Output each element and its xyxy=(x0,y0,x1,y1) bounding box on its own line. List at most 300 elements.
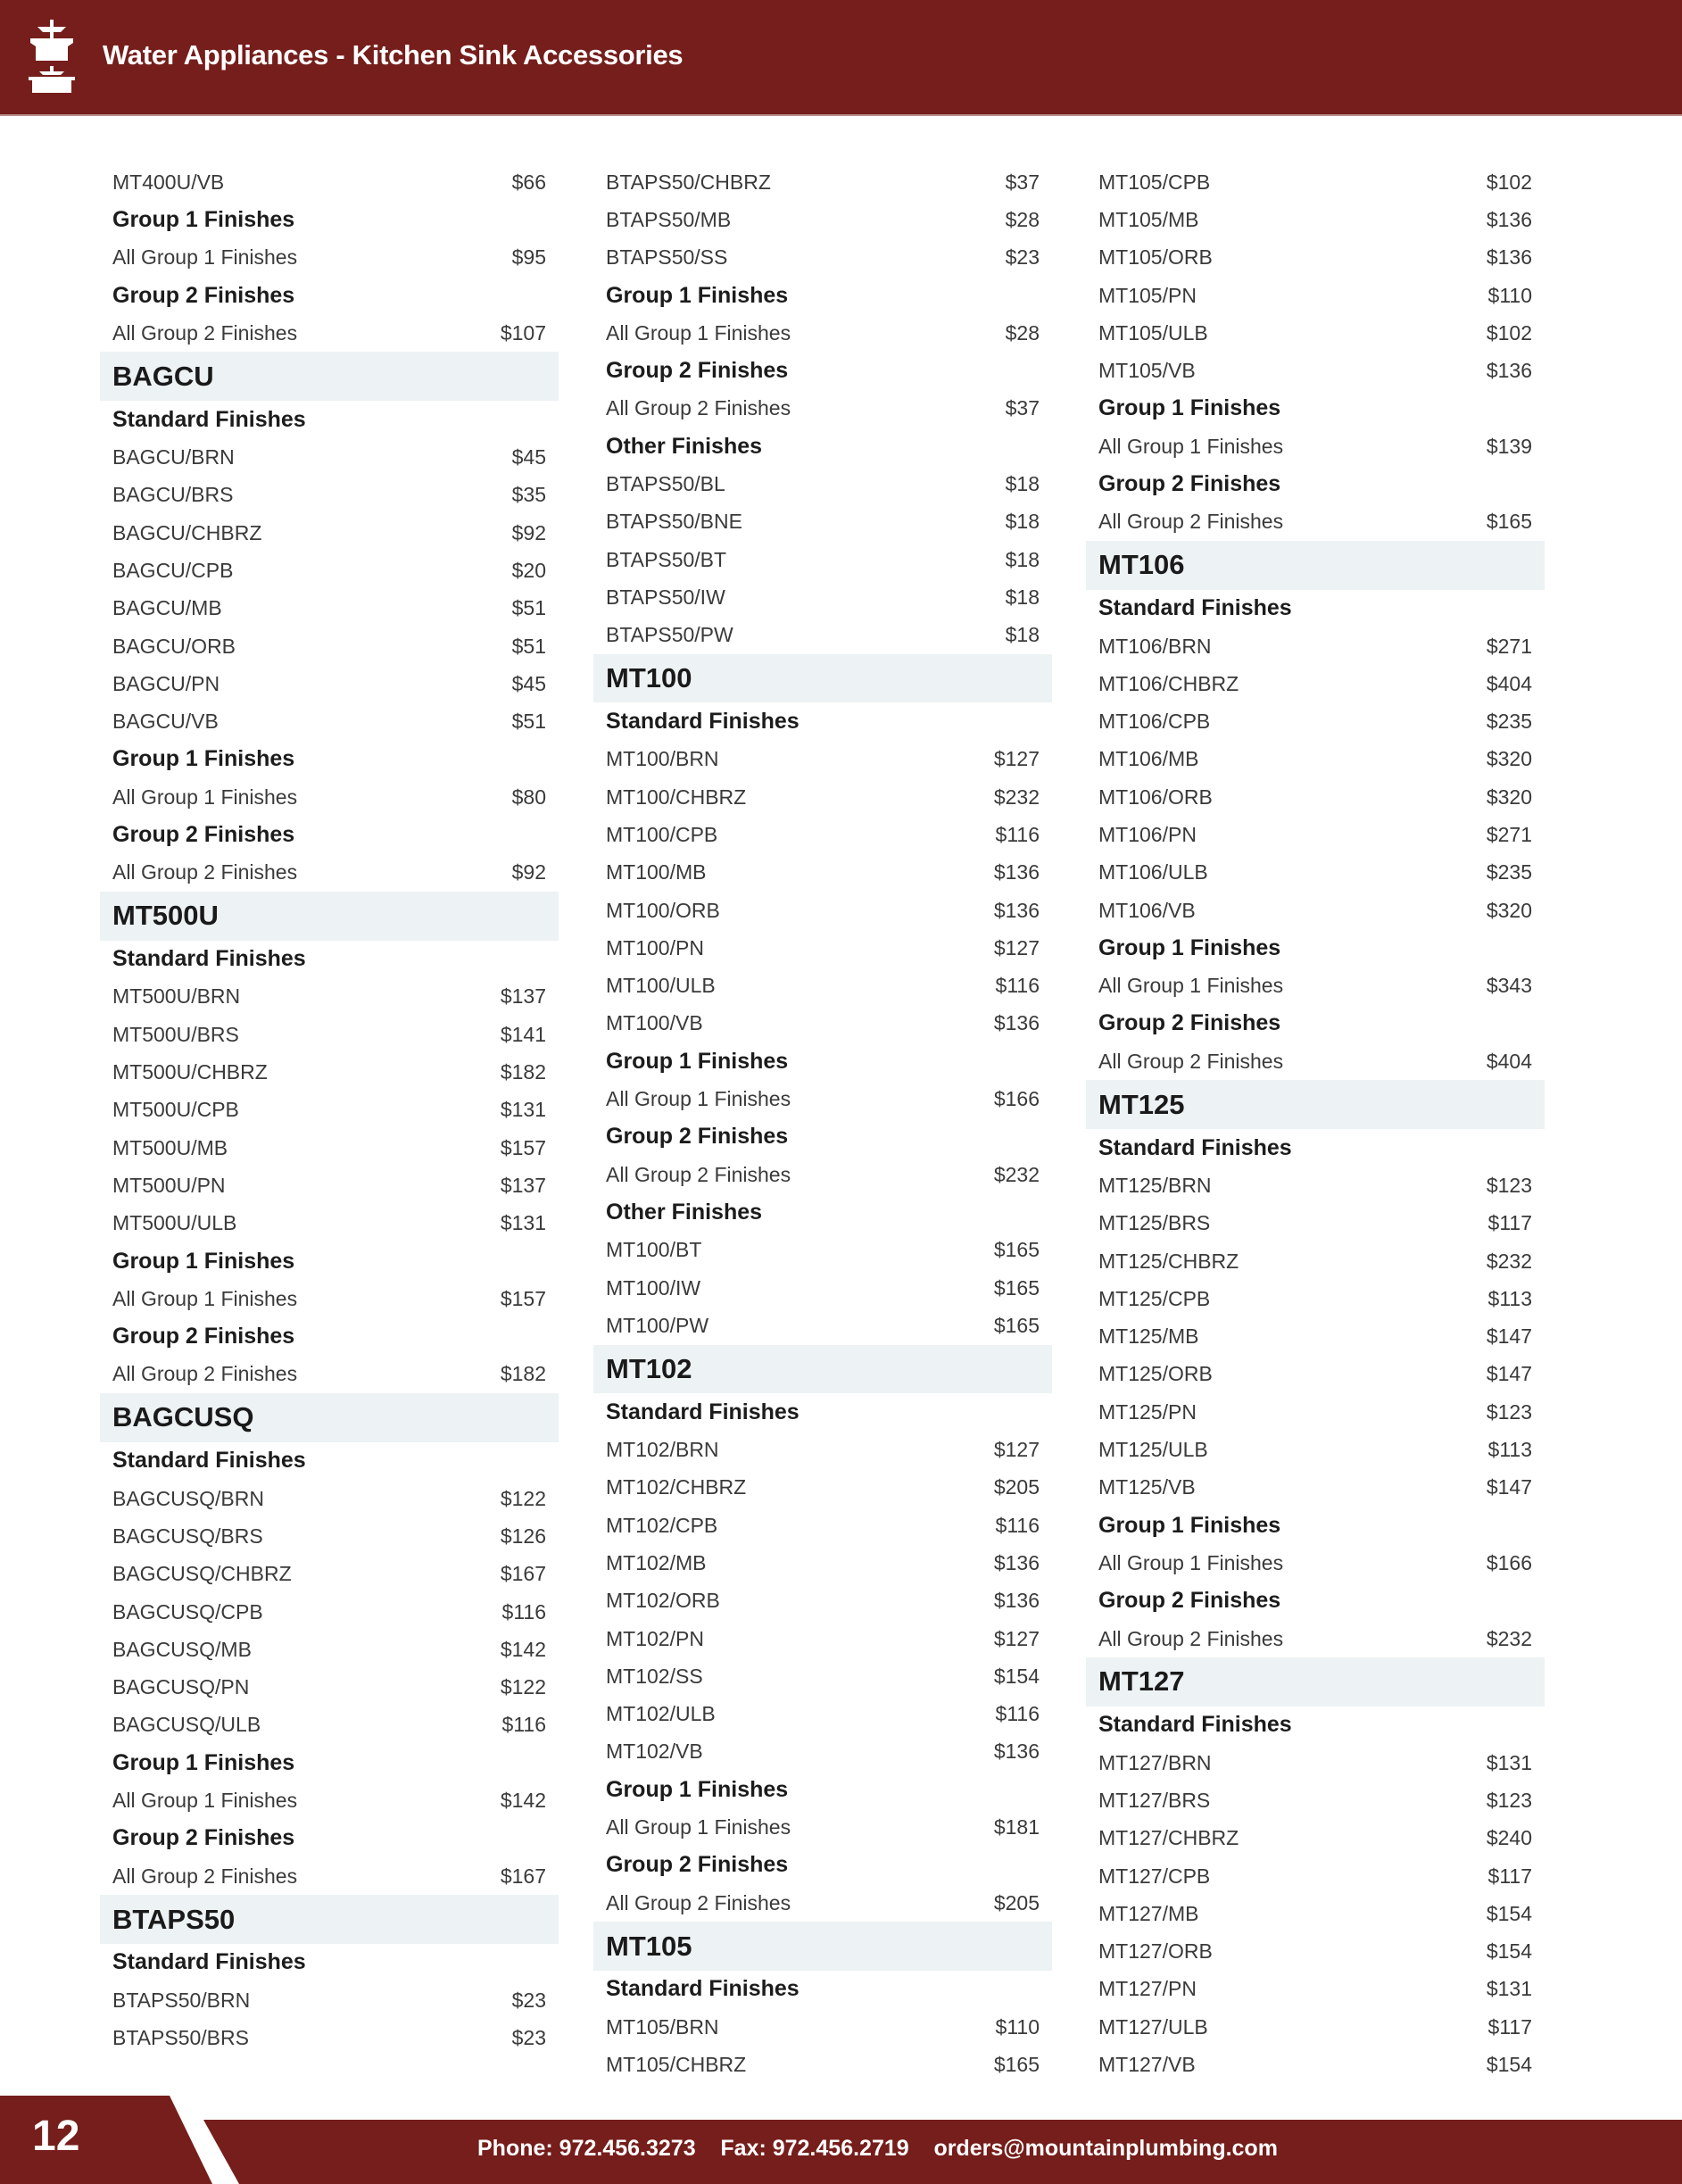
price-row xyxy=(100,1556,559,1593)
finish-group-heading: Group 1 Finishes xyxy=(112,1749,295,1775)
product-price: $136 xyxy=(993,1011,1040,1035)
price-row xyxy=(100,2019,559,2056)
product-price: $51 xyxy=(511,596,546,620)
price-row xyxy=(593,1695,1052,1732)
product-price: $35 xyxy=(511,483,546,507)
product-code: MT106/CHBRZ xyxy=(1098,671,1239,695)
product-section-heading: BAGCU xyxy=(100,352,559,401)
finish-group-heading: Group 1 Finishes xyxy=(606,282,789,308)
price-row xyxy=(593,1469,1052,1507)
product-code: BTAPS50/BL xyxy=(606,472,725,496)
product-code: MT100/CPB xyxy=(606,822,718,846)
product-code: BAGCUSQ/ULB xyxy=(112,1713,261,1737)
finish-group-heading: Group 1 Finishes xyxy=(1098,934,1281,960)
product-code: MT125/MB xyxy=(1098,1325,1199,1349)
product-price: $404 xyxy=(1486,1049,1532,1073)
product-code: BTAPS50/BNE xyxy=(606,510,742,534)
product-price: $18 xyxy=(1005,510,1040,534)
price-row xyxy=(100,552,559,589)
product-price: $116 xyxy=(995,1513,1040,1537)
product-code: MT125/ULB xyxy=(1098,1438,1208,1462)
finish-group-heading: Group 2 Finishes xyxy=(1098,1010,1281,1036)
product-code: MT500U/PN xyxy=(112,1173,226,1197)
product-price: $165 xyxy=(993,1275,1040,1300)
product-price: $127 xyxy=(993,747,1040,771)
finish-group-heading: Standard Finishes xyxy=(112,1448,306,1474)
price-row xyxy=(593,1544,1052,1582)
product-price: $45 xyxy=(511,445,546,469)
product-price: $142 xyxy=(500,1637,546,1661)
product-price: $167 xyxy=(500,1864,546,1888)
product-price: $102 xyxy=(1486,320,1532,345)
page-header xyxy=(0,0,1682,116)
product-price: $232 xyxy=(1486,1249,1532,1273)
product-price: $147 xyxy=(1486,1362,1532,1386)
product-code: BAGCU/BRN xyxy=(112,445,235,469)
product-code: BTAPS50/BRS xyxy=(112,2026,249,2050)
product-price: $23 xyxy=(1005,245,1040,270)
price-row xyxy=(1086,892,1545,929)
product-price: $240 xyxy=(1486,1826,1532,1850)
product-section-heading: MT127 xyxy=(1086,1657,1545,1707)
product-code: MT105/VB xyxy=(1098,359,1196,383)
product-code: All Group 1 Finishes xyxy=(606,1087,791,1111)
product-price: $154 xyxy=(1486,1901,1532,1925)
product-code: MT127/MB xyxy=(1098,1901,1199,1925)
product-code: BAGCU/ORB xyxy=(112,634,236,658)
product-section-heading: MT100 xyxy=(593,654,1052,703)
product-price: $157 xyxy=(500,1135,546,1159)
product-code: MT127/VB xyxy=(1098,2053,1196,2077)
product-code: All Group 1 Finishes xyxy=(112,1286,298,1310)
price-row xyxy=(593,2008,1052,2046)
price-row xyxy=(1086,352,1545,389)
sink-appliance-icon xyxy=(27,20,77,95)
price-row xyxy=(593,2046,1052,2083)
price-row xyxy=(593,1232,1052,1269)
finish-group-heading: Other Finishes xyxy=(606,433,763,459)
product-price: $45 xyxy=(511,671,546,695)
price-row xyxy=(593,854,1052,892)
product-code: MT100/IW xyxy=(606,1275,701,1300)
product-price: $165 xyxy=(993,1313,1040,1337)
price-row xyxy=(1086,277,1545,314)
page-title: Water Appliances - Kitchen Sink Accessories xyxy=(103,39,684,71)
price-row xyxy=(593,1657,1052,1695)
product-price: $154 xyxy=(1486,1939,1532,1964)
product-price: $28 xyxy=(1005,207,1040,231)
finish-group-heading: Group 2 Finishes xyxy=(606,1124,789,1150)
price-row xyxy=(593,1005,1052,1042)
price-row xyxy=(1086,627,1545,665)
finish-group-heading: Standard Finishes xyxy=(112,406,306,432)
product-price: $232 xyxy=(993,1162,1040,1186)
price-row xyxy=(100,1280,559,1317)
finish-group-heading: Standard Finishes xyxy=(606,1976,800,2002)
price-row xyxy=(1086,1933,1545,1971)
product-section-heading: MT500U xyxy=(100,892,559,941)
product-code: MT127/ORB xyxy=(1098,1939,1213,1964)
product-price: $116 xyxy=(995,1702,1040,1726)
price-row xyxy=(100,1053,559,1091)
product-price: $182 xyxy=(500,1060,546,1084)
product-code: MT100/MB xyxy=(606,860,707,884)
price-row xyxy=(1086,201,1545,238)
finish-group-heading: Standard Finishes xyxy=(1098,1134,1292,1160)
product-code: All Group 2 Finishes xyxy=(112,1864,298,1888)
product-price: $137 xyxy=(500,1173,546,1197)
product-price: $116 xyxy=(501,1713,546,1737)
product-code: MT102/CPB xyxy=(606,1513,718,1537)
price-row xyxy=(100,1707,559,1744)
product-code: BAGCU/BRS xyxy=(112,483,234,507)
product-code: MT500U/BRN xyxy=(112,984,241,1009)
price-row xyxy=(1086,2046,1545,2083)
price-row xyxy=(100,163,559,201)
product-code: MT106/CPB xyxy=(1098,710,1211,734)
product-code: BAGCUSQ/MB xyxy=(112,1637,252,1661)
product-price: $232 xyxy=(993,785,1040,809)
product-price: $116 xyxy=(995,822,1040,846)
price-row xyxy=(1086,967,1545,1005)
product-code: BAGCU/VB xyxy=(112,710,219,734)
product-code: MT102/CHBRZ xyxy=(606,1475,747,1499)
price-row xyxy=(1086,1393,1545,1431)
product-price: $136 xyxy=(1486,245,1532,270)
page-number: 12 xyxy=(32,2113,80,2160)
price-row xyxy=(100,1593,559,1631)
product-code: MT100/PN xyxy=(606,935,704,959)
price-row xyxy=(100,702,559,740)
product-price: $37 xyxy=(1005,396,1040,420)
product-code: All Group 2 Finishes xyxy=(112,320,298,345)
product-code: MT125/ORB xyxy=(1098,1362,1213,1386)
product-price: $116 xyxy=(995,974,1040,998)
price-row xyxy=(100,854,559,892)
product-price: $147 xyxy=(1486,1475,1532,1499)
product-price: $142 xyxy=(500,1789,546,1812)
product-code: MT500U/ULB xyxy=(112,1211,237,1235)
product-price: $18 xyxy=(1005,623,1040,647)
footer-contact: Phone: 972.456.3273 Fax: 972.456.2719 orders@mountainplumbing.com xyxy=(477,2136,1278,2161)
price-row xyxy=(1086,1544,1545,1582)
product-price: $136 xyxy=(1486,359,1532,383)
product-code: MT125/PN xyxy=(1098,1399,1197,1424)
finish-group-heading: Group 2 Finishes xyxy=(112,821,295,847)
product-code: MT105/CPB xyxy=(1098,170,1211,194)
price-row xyxy=(100,239,559,277)
product-code: MT125/CHBRZ xyxy=(1098,1249,1239,1273)
product-code: MT127/ULB xyxy=(1098,2014,1208,2039)
price-row xyxy=(1086,1857,1545,1895)
product-code: BAGCUSQ/BRN xyxy=(112,1486,264,1510)
price-row xyxy=(100,627,559,665)
product-price: $51 xyxy=(511,710,546,734)
product-price: $166 xyxy=(1486,1550,1532,1574)
price-row xyxy=(1086,163,1545,201)
price-row xyxy=(1086,1242,1545,1280)
product-code: MT106/PN xyxy=(1098,822,1197,846)
product-code: All Group 2 Finishes xyxy=(112,860,298,884)
product-code: All Group 1 Finishes xyxy=(112,1789,298,1812)
price-row xyxy=(593,1620,1052,1657)
product-code: MT105/BRN xyxy=(606,2014,719,2039)
product-code: MT102/ORB xyxy=(606,1589,720,1613)
product-price: $92 xyxy=(511,860,546,884)
price-row xyxy=(1086,2008,1545,2046)
price-row xyxy=(593,163,1052,201)
price-column-3 xyxy=(1086,163,1545,2084)
finish-group-heading: Standard Finishes xyxy=(112,946,306,972)
product-code: MT106/ORB xyxy=(1098,785,1213,809)
price-row xyxy=(100,314,559,352)
product-price: $117 xyxy=(1487,1211,1532,1235)
price-row xyxy=(593,929,1052,967)
product-price: $126 xyxy=(500,1524,546,1548)
price-row xyxy=(593,741,1052,778)
product-price: $18 xyxy=(1005,585,1040,609)
price-row xyxy=(593,1808,1052,1846)
product-code: MT105/ORB xyxy=(1098,245,1213,270)
product-code: BTAPS50/BRN xyxy=(112,1988,251,2012)
product-code: All Group 1 Finishes xyxy=(1098,1550,1284,1574)
product-code: All Group 1 Finishes xyxy=(112,785,298,809)
finish-group-heading: Standard Finishes xyxy=(606,1399,800,1424)
product-code: BTAPS50/BT xyxy=(606,547,727,571)
price-row xyxy=(593,390,1052,428)
product-price: $131 xyxy=(500,1211,546,1235)
product-section-heading: MT102 xyxy=(593,1345,1052,1394)
price-row xyxy=(100,438,559,476)
price-row xyxy=(593,1507,1052,1544)
product-price: $127 xyxy=(993,1626,1040,1650)
product-price: $117 xyxy=(1487,2014,1532,2039)
product-price: $235 xyxy=(1486,860,1532,884)
price-row xyxy=(100,514,559,552)
price-row xyxy=(1086,1205,1545,1242)
product-price: $157 xyxy=(500,1286,546,1310)
product-price: $165 xyxy=(1486,510,1532,534)
product-price: $66 xyxy=(511,170,546,194)
price-row xyxy=(593,578,1052,616)
product-price: $131 xyxy=(1486,1750,1532,1774)
product-code: MT102/VB xyxy=(606,1740,703,1764)
price-column-1 xyxy=(100,163,559,2057)
product-code: BAGCUSQ/BRS xyxy=(112,1524,263,1548)
product-price: $320 xyxy=(1486,785,1532,809)
product-price: $271 xyxy=(1486,822,1532,846)
product-code: MT105/CHBRZ xyxy=(606,2053,747,2077)
product-price: $136 xyxy=(993,1740,1040,1764)
product-price: $147 xyxy=(1486,1325,1532,1349)
price-row xyxy=(1086,1971,1545,2008)
product-code: MT106/ULB xyxy=(1098,860,1208,884)
product-code: MT102/MB xyxy=(606,1550,707,1574)
price-row xyxy=(593,967,1052,1005)
product-section-heading: BTAPS50 xyxy=(100,1895,559,1944)
product-code: MT400U/VB xyxy=(112,170,225,194)
product-price: $116 xyxy=(501,1599,546,1623)
product-price: $28 xyxy=(1005,320,1040,345)
price-row xyxy=(1086,1620,1545,1657)
product-code: All Group 2 Finishes xyxy=(1098,1626,1284,1650)
product-code: All Group 2 Finishes xyxy=(1098,1049,1284,1073)
product-code: MT125/BRN xyxy=(1098,1173,1212,1197)
product-price: $127 xyxy=(993,1438,1040,1462)
product-code: BTAPS50/MB xyxy=(606,207,732,231)
price-column-2 xyxy=(593,163,1052,2084)
finish-group-heading: Standard Finishes xyxy=(112,1949,306,1975)
price-row xyxy=(100,590,559,627)
product-section-heading: MT105 xyxy=(593,1922,1052,1971)
price-row xyxy=(1086,1820,1545,1857)
price-row xyxy=(100,1981,559,2019)
price-row xyxy=(1086,741,1545,778)
price-row xyxy=(593,314,1052,352)
product-price: $139 xyxy=(1486,434,1532,458)
price-row xyxy=(1086,1356,1545,1393)
price-row xyxy=(593,1156,1052,1193)
product-price: $343 xyxy=(1486,974,1532,998)
price-row xyxy=(1086,1895,1545,1932)
finish-group-heading: Group 2 Finishes xyxy=(1098,1588,1281,1614)
product-code: MT127/CHBRZ xyxy=(1098,1826,1239,1850)
price-row xyxy=(100,1517,559,1555)
product-code: MT125/BRS xyxy=(1098,1211,1211,1235)
price-row xyxy=(593,816,1052,853)
price-row xyxy=(100,477,559,514)
finish-group-heading: Group 1 Finishes xyxy=(1098,395,1281,421)
price-row xyxy=(1086,702,1545,740)
price-row xyxy=(100,778,559,816)
product-code: MT102/SS xyxy=(606,1664,703,1688)
product-price: $141 xyxy=(500,1022,546,1046)
price-row xyxy=(593,1307,1052,1344)
finish-group-heading: Group 2 Finishes xyxy=(112,1324,295,1349)
product-price: $95 xyxy=(511,245,546,270)
product-price: $18 xyxy=(1005,472,1040,496)
product-price: $18 xyxy=(1005,547,1040,571)
product-price: $182 xyxy=(500,1362,546,1386)
price-row xyxy=(593,1080,1052,1117)
product-code: All Group 2 Finishes xyxy=(112,1362,298,1386)
product-section-heading: MT106 xyxy=(1086,541,1545,590)
product-code: BAGCUSQ/CPB xyxy=(112,1599,263,1623)
product-code: MT127/CPB xyxy=(1098,1864,1211,1888)
price-row xyxy=(593,617,1052,654)
product-code: BAGCUSQ/PN xyxy=(112,1675,250,1699)
product-code: MT100/VB xyxy=(606,1011,703,1035)
product-price: $136 xyxy=(1486,207,1532,231)
product-code: BTAPS50/SS xyxy=(606,245,728,270)
price-row xyxy=(1086,1744,1545,1781)
product-price: $110 xyxy=(995,2014,1040,2039)
product-code: MT105/MB xyxy=(1098,207,1199,231)
product-code: MT100/ORB xyxy=(606,898,720,922)
product-code: BAGCU/CHBRZ xyxy=(112,520,262,544)
price-row xyxy=(1086,778,1545,816)
finish-group-heading: Standard Finishes xyxy=(1098,595,1292,621)
product-code: MT102/ULB xyxy=(606,1702,716,1726)
finish-group-heading: Group 1 Finishes xyxy=(606,1776,789,1802)
product-code: All Group 2 Finishes xyxy=(1098,510,1284,534)
price-row xyxy=(100,1857,559,1895)
product-price: $320 xyxy=(1486,747,1532,771)
product-price: $113 xyxy=(1487,1286,1532,1310)
product-price: $110 xyxy=(1487,283,1532,307)
product-price: $232 xyxy=(1486,1626,1532,1650)
product-price: $136 xyxy=(993,860,1040,884)
product-price: $136 xyxy=(993,1550,1040,1574)
price-row xyxy=(1086,428,1545,465)
product-code: MT127/PN xyxy=(1098,1977,1197,2001)
product-price: $127 xyxy=(993,935,1040,959)
product-price: $165 xyxy=(993,2053,1040,2077)
price-row xyxy=(100,1631,559,1668)
product-code: BAGCU/CPB xyxy=(112,558,234,582)
product-price: $117 xyxy=(1487,1864,1532,1888)
product-price: $102 xyxy=(1486,170,1532,194)
finish-group-heading: Group 1 Finishes xyxy=(606,1048,789,1074)
product-price: $20 xyxy=(511,558,546,582)
product-price: $23 xyxy=(511,1988,546,2012)
price-row xyxy=(1086,1431,1545,1468)
product-code: All Group 2 Finishes xyxy=(606,1890,791,1914)
product-price: $154 xyxy=(1486,2053,1532,2077)
price-row xyxy=(100,1480,559,1517)
product-code: MT127/BRS xyxy=(1098,1789,1211,1812)
product-price: $113 xyxy=(1487,1438,1532,1462)
price-row xyxy=(593,503,1052,541)
price-row xyxy=(1086,665,1545,702)
product-price: $271 xyxy=(1486,634,1532,658)
finish-group-heading: Standard Finishes xyxy=(606,709,800,735)
product-price: $205 xyxy=(993,1890,1040,1914)
price-row xyxy=(100,1167,559,1204)
product-code: MT500U/MB xyxy=(112,1135,228,1159)
product-price: $320 xyxy=(1486,898,1532,922)
price-row xyxy=(593,239,1052,277)
price-row xyxy=(1086,503,1545,541)
product-price: $123 xyxy=(1486,1789,1532,1812)
price-row xyxy=(100,1781,559,1819)
finish-group-heading: Group 2 Finishes xyxy=(112,282,295,308)
product-price: $131 xyxy=(500,1098,546,1122)
price-row xyxy=(100,1668,559,1706)
product-code: BAGCUSQ/CHBRZ xyxy=(112,1562,292,1586)
product-price: $122 xyxy=(500,1486,546,1510)
product-price: $136 xyxy=(993,898,1040,922)
product-price: $165 xyxy=(993,1238,1040,1262)
price-row xyxy=(100,978,559,1016)
product-price: $131 xyxy=(1486,1977,1532,2001)
product-price: $122 xyxy=(500,1675,546,1699)
finish-group-heading: Group 2 Finishes xyxy=(1098,471,1281,497)
product-code: MT100/ULB xyxy=(606,974,716,998)
price-row xyxy=(593,778,1052,816)
price-row xyxy=(100,1016,559,1053)
product-price: $92 xyxy=(511,520,546,544)
finish-group-heading: Standard Finishes xyxy=(1098,1712,1292,1738)
product-code: MT105/PN xyxy=(1098,283,1197,307)
price-row xyxy=(593,1884,1052,1922)
price-row xyxy=(1086,1469,1545,1507)
product-price: $167 xyxy=(500,1562,546,1586)
product-price: $181 xyxy=(993,1815,1040,1839)
product-price: $107 xyxy=(500,320,546,345)
product-code: All Group 1 Finishes xyxy=(606,320,791,345)
finish-group-heading: Group 1 Finishes xyxy=(112,746,295,772)
